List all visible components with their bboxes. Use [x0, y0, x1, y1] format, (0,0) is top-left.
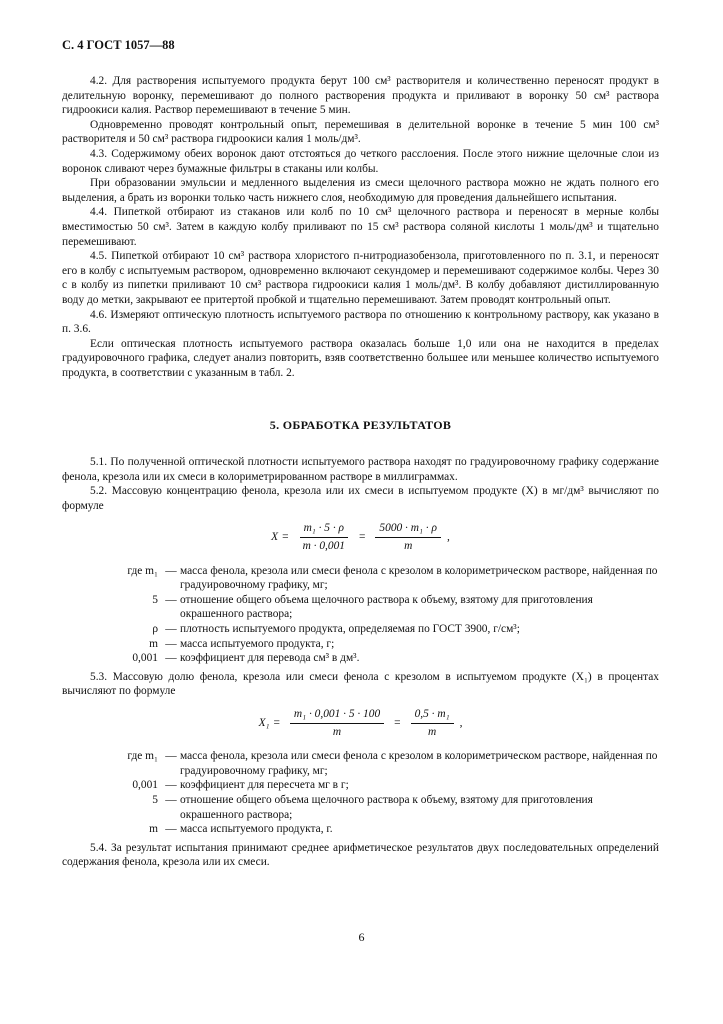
legend-row	[62, 593, 659, 622]
legend-dash: —	[165, 652, 177, 665]
formula-fraction	[375, 521, 441, 553]
formula-fraction	[299, 521, 349, 553]
legend-row	[62, 622, 659, 637]
formula-fraction	[411, 707, 454, 739]
formula-tail: ,	[446, 531, 450, 544]
paragraph-4-2: 4.2. Для растворения испытуемого продукта берут 100 см³ растворителя и количественно переносят продукт в делительную воронку, перемешивают до полного растворения продукта и приливают в воронку 50 см³ раствора гидроокиси калия. Раствор перемешивают в течение 5 мин.	[62, 75, 659, 117]
page-header: С. 4 ГОСТ 1057—88	[62, 38, 175, 52]
legend-text: масса испытуемого продукта, г;	[180, 637, 335, 650]
formula-equals: =	[282, 531, 289, 544]
legend-symbol: 5	[152, 793, 158, 806]
paragraph-5-1: 5.1. По полученной оптической плотности испытуемого раствора находят по градуировочному графику содержание фенола, крезола или их смеси в колориметрированном растворе в миллиграммах.	[62, 456, 659, 483]
formula-concentration	[62, 521, 659, 553]
paragraph-4-5: 4.5. Пипеткой отбирают 10 см³ раствора хлористого п-нитродиазобензола, приготовленного по п. 3.1, и переносят его в колбу с испытуемым раствором, одновременно включают секундомер и перемешивают содержимое колбы. Через 30 с в колбу из пипетки приливают 10 см³ раствора гидроокиси калия 1 моль/дм³. В колбу добавляют дистиллированную воду до метки, закрывают ее притертой пробкой и тщательно перемешивают. Затем проводят контрольный опыт.	[62, 250, 659, 306]
paragraph-4-6-repeat: Если оптическая плотность испытуемого раствора оказалась больше 1,0 или она не находится в пределах градуировочного графика, следует анализ повторить, взяв соответственно большее или меньшее количество испытуемого продукта, в соответствии с указанным в табл. 2.	[62, 337, 659, 379]
paragraph-4-3-emulsion: При образовании эмульсии и медленного выделения из смеси щелочного раствора можно не ждать полного его выделения, а брать из воронки только часть нижнего слоя, необходимую для проведения дальнейшего испытания.	[62, 177, 659, 204]
legend-symbol: где m₁	[127, 564, 158, 577]
legend-symbol: 0,001	[132, 652, 158, 665]
paragraph-4-6: 4.6. Измеряют оптическую плотность испытуемого раствора по отношению к контрольному раствору, как указано в п. 3.6.	[62, 308, 659, 336]
paragraph-4-4: 4.4. Пипеткой отбирают из стаканов или колб по 10 см³ щелочного раствора и переносят в мерные колбы вместимостью 50 см³. Затем в каждую колбу приливают по 15 см³ раствора соляной кислоты 1 моль/дм³ и тщательно перемешивают.	[62, 206, 659, 248]
page-number: 6	[358, 930, 365, 944]
formula-fraction	[290, 707, 384, 739]
formula-legend-1	[62, 564, 659, 666]
paragraph-5-3: 5.3. Массовую долю фенола, крезола или смеси фенола с крезолом в испытуемом продукте (X₁) в процентах вычисляют по формуле	[62, 670, 659, 698]
legend-symbol: где m₁	[127, 750, 158, 763]
formula-numerator: 5000 · m₁ · ρ	[375, 521, 441, 538]
legend-text: коэффициент для перевода см³ в дм³.	[180, 652, 360, 665]
formula-equals: =	[358, 531, 366, 544]
legend-text: отношение общего объема щелочного раствора к объему, взятому для приготовления окрашенного раствора;	[180, 793, 593, 821]
legend-row	[62, 778, 659, 793]
legend-text: коэффициент для пересчета мг в г;	[180, 779, 349, 792]
legend-dash: —	[165, 637, 177, 650]
formula-denominator: m	[427, 725, 437, 738]
section-title: 5. ОБРАБОТКА РЕЗУЛЬТАТОВ	[269, 418, 452, 433]
legend-dash: —	[165, 750, 177, 763]
legend-symbol: 5	[152, 593, 158, 606]
formula-equals: =	[394, 716, 401, 729]
formula-legend-2	[62, 749, 659, 837]
paragraph-4-3: 4.3. Содержимому обеих воронок дают отстояться до четкого расслоения. После этого нижние щелочные слои из воронок сливают через бумажные фильтры в стаканы или колбы.	[62, 147, 659, 175]
legend-row	[62, 651, 659, 666]
formula-tail: ,	[459, 716, 463, 729]
legend-text: отношение общего объема щелочного раствора к объему, взятому для приготовления окрашенного раствора;	[180, 593, 593, 621]
legend-row	[62, 822, 659, 837]
formula-mass-fraction	[62, 707, 659, 739]
formula-denominator: m · 0,001	[302, 540, 345, 553]
legend-dash: —	[165, 793, 177, 806]
paragraph-5-4: 5.4. За результат испытания принимают среднее арифметическое результатов двух последовательных определений содержания фенола, крезола или их смеси.	[62, 841, 659, 869]
paragraph-5-2: 5.2. Массовую концентрацию фенола, крезола или их смеси в испытуемом продукте (X) в мг/дм³ вычисляют по формуле	[62, 485, 659, 512]
legend-dash: —	[165, 593, 177, 606]
legend-text: плотность испытуемого продукта, определяемая по ГОСТ 3900, г/см³;	[180, 623, 520, 635]
legend-row	[62, 564, 659, 593]
formula-numerator: 0,5 · m₁	[411, 707, 454, 724]
formula-equals: =	[273, 716, 280, 729]
formula-denominator: m	[404, 540, 413, 553]
paragraph-4-2-control: Одновременно проводят контрольный опыт, перемешивая в делительной воронке в течение 5 мин 100 см³ растворителя и 50 см³ раствора гидроокиси калия 1 моль/дм³.	[62, 118, 659, 146]
formula-denominator: m	[332, 725, 342, 738]
formula-numerator: m₁ · 5 · ρ	[300, 521, 348, 538]
legend-symbol: m	[149, 637, 158, 650]
formula-numerator: m₁ · 0,001 · 5 · 100	[290, 707, 384, 724]
legend-dash: —	[165, 823, 177, 836]
legend-symbol: ρ	[152, 623, 158, 635]
legend-symbol: m	[149, 823, 158, 836]
legend-row	[62, 637, 659, 652]
legend-text: масса фенола, крезола или смеси фенола с крезолом в колориметрическом растворе, найденная по градуировочному графику, мг;	[180, 564, 658, 592]
document-body	[62, 74, 659, 870]
legend-dash: —	[165, 779, 177, 792]
formula-lhs: X	[271, 531, 279, 544]
legend-text: масса фенола, крезола или смеси фенола с крезолом в колориметрическом растворе, найденная по градуировочному графику, мг;	[180, 750, 658, 777]
legend-symbol: 0,001	[132, 779, 158, 792]
legend-dash: —	[165, 623, 177, 635]
legend-dash: —	[165, 564, 177, 577]
legend-text: масса испытуемого продукта, г.	[180, 823, 333, 836]
legend-row	[62, 793, 659, 822]
formula-lhs: X₁	[258, 716, 270, 729]
legend-row	[62, 749, 659, 778]
